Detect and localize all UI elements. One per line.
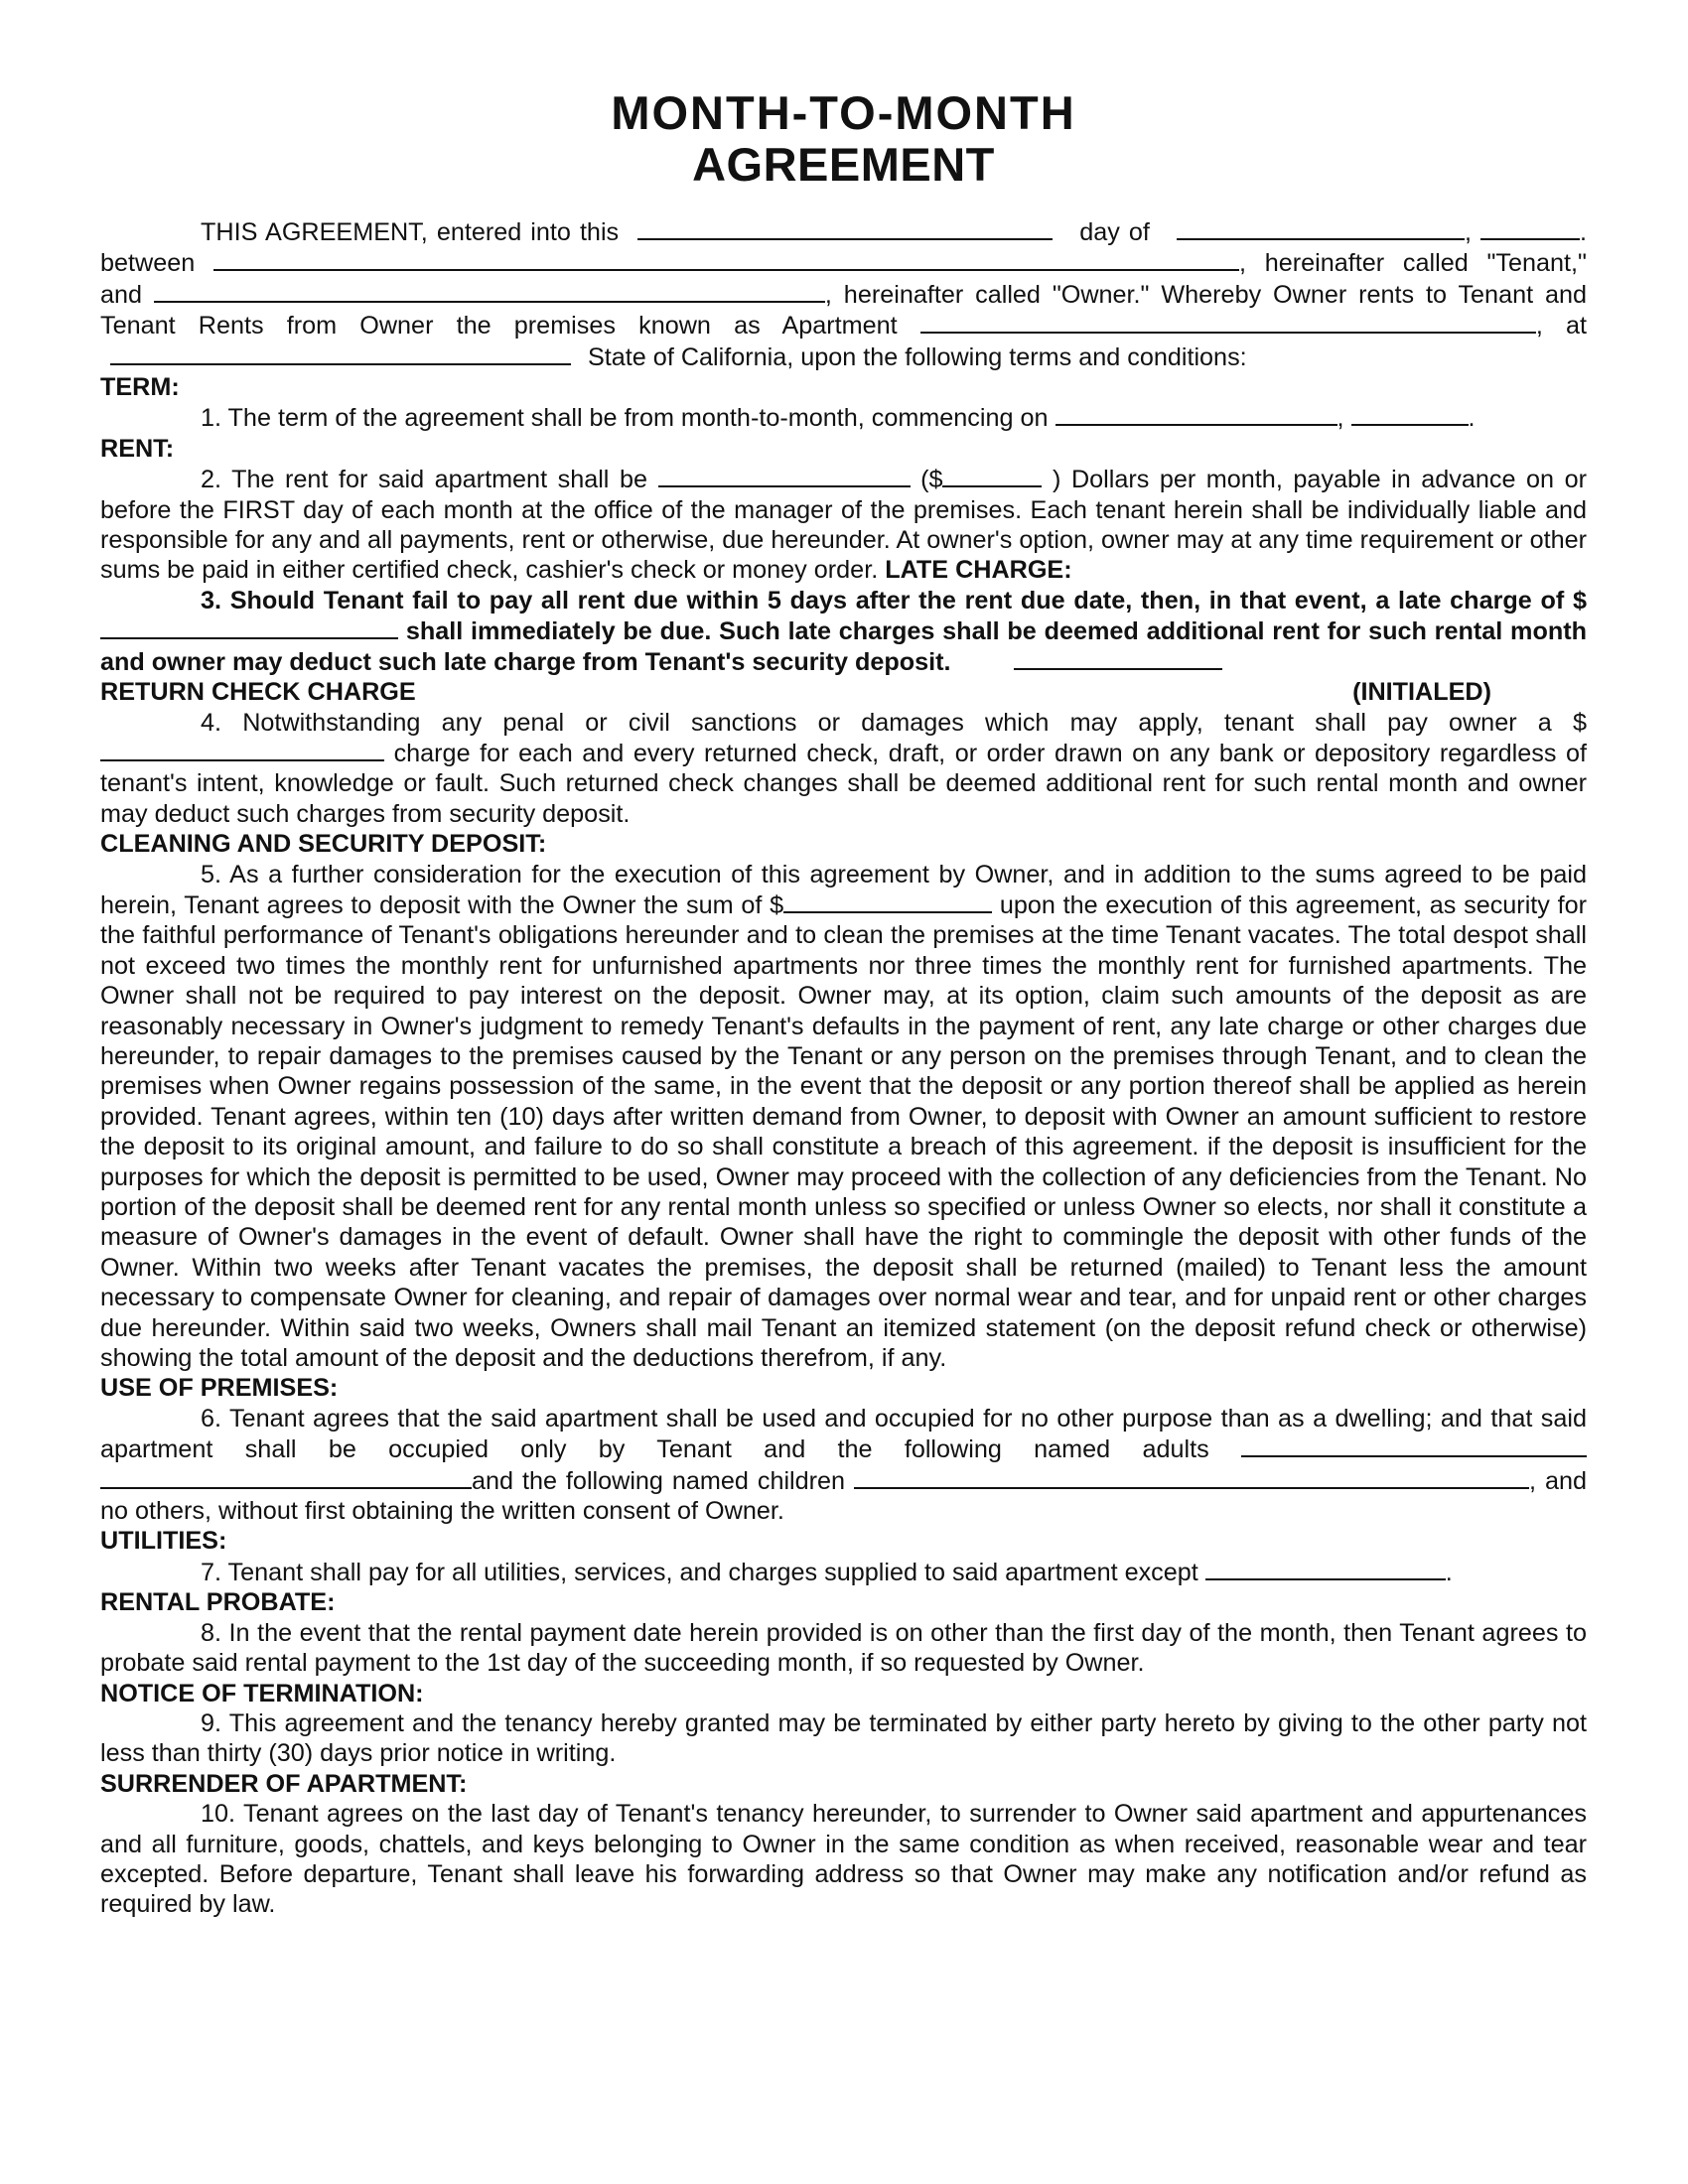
commencing-year-blank[interactable] <box>1351 402 1469 426</box>
termination-heading: NOTICE OF TERMINATION: <box>100 1679 424 1707</box>
intro-text-f: , at <box>1535 312 1588 341</box>
deposit-heading: CLEANING AND SECURITY DEPOSIT: <box>100 830 547 859</box>
intro-text-d: , hereinafter called "Tenant," and <box>100 249 1587 309</box>
use-text-c: , and no others, without first obtaining the written consent of Owner. <box>100 1466 1587 1526</box>
address-blank[interactable] <box>110 341 571 365</box>
month-blank[interactable] <box>1177 216 1465 240</box>
surrender-paragraph: 10. Tenant agrees on the last day of Tenant's tenancy hereunder, to surrender to Owner said apartment and appurtenances and all furniture, goods, chattels, and keys belonging to Owner in the same condition as when received, reasonable wear and tear excepted. Before departure, Tenant shall leave his forwarding address so that Owner may make any notification and/or refund as required by law. <box>100 1800 1587 1919</box>
late-charge-blank[interactable] <box>100 615 398 639</box>
return-check-text-a: 4. Notwithstanding any penal or civil sanctions or damages which may apply, tenant shall pay owner a $ <box>201 708 1587 737</box>
late-charge-heading: LATE CHARGE: <box>885 556 1072 585</box>
deposit-text-a: 5. As a further consideration for the execution of this agreement by Owner, and in addition to the sums agreed to be paid herein, Tenant agrees to deposit with the Owner the sum of $ <box>100 860 1587 919</box>
use-heading: USE OF PREMISES: <box>100 1374 339 1403</box>
deposit-paragraph <box>100 860 1587 1374</box>
commencing-date-blank[interactable] <box>1055 402 1337 426</box>
return-check-row <box>100 677 1587 707</box>
intro-text-g: State of California, upon the following terms and conditions: <box>588 342 1247 371</box>
title-line-1: MONTH-TO-MONTH <box>611 86 1076 139</box>
surrender-heading: SURRENDER OF APARTMENT: <box>100 1769 468 1798</box>
utilities-heading: UTILITIES: <box>100 1527 227 1556</box>
intro-paragraph: THIS AGREEMENT, entered into this day of , . between , hereinafter called "Tenant," and , hereinafter called "Owner." Whereby Owner rents to Tenant and Tenant Rents from Owner the premises known as Apartment , at State of California, upon the following terms and conditions: <box>100 218 1588 371</box>
rent-paragraph <box>100 464 1587 586</box>
intro-text-e: , hereinafter called "Owner." Whereby Owner rents to Tenant and Tenant Rents from Owner the premises known as Apartment <box>100 280 1587 341</box>
date-blank[interactable] <box>637 216 1053 240</box>
late-charge-text-a: 3. Should Tenant fail to pay all rent due within 5 days after the rent due date, then, in that event, a late charge of $ <box>201 586 1587 614</box>
deposit-amount-blank[interactable] <box>783 889 992 913</box>
initialed-label: (INITIALED) <box>1352 678 1491 707</box>
adults-blank-2[interactable] <box>100 1465 472 1489</box>
use-text-b: and the following named children <box>472 1466 846 1495</box>
late-charge-paragraph <box>100 586 1587 677</box>
children-blank[interactable] <box>854 1465 1529 1489</box>
initial-blank[interactable] <box>1014 648 1222 670</box>
return-check-paragraph <box>100 708 1587 830</box>
use-text-a: 6. Tenant agrees that the said apartment shall be used and occupied for no other purpose than as a dwelling; and that said apartment shall be occupied only by Tenant and the following named adults <box>100 1404 1587 1464</box>
rent-heading: RENT: <box>100 434 175 463</box>
tenant-name-blank[interactable] <box>213 247 1239 271</box>
use-paragraph <box>100 1404 1587 1527</box>
adults-blank[interactable] <box>1241 1433 1587 1457</box>
rent-words-blank[interactable] <box>658 464 911 487</box>
utilities-text: 7. Tenant shall pay for all utilities, services, and charges supplied to said apartment except <box>201 1558 1198 1586</box>
intro-text-b: day of <box>1079 218 1150 246</box>
termination-paragraph: 9. This agreement and the tenancy hereby granted may be terminated by either party hereto by giving to the other party not less than thirty (30) days prior notice in writing. <box>100 1708 1587 1768</box>
rent-text-c: ) Dollars per month, payable in advance on or before the FIRST day of each month at the office of the manager of the premises. Each tenant herein shall be individually liable and responsible for any and all payments, rent or otherwise, due hereunder. At owner's option, owner may at any time requirement or other sums be paid in either certified check, cashier's check or money order. <box>100 466 1587 585</box>
owner-name-blank[interactable] <box>154 279 825 303</box>
rent-text-b: ($ <box>920 466 943 494</box>
title-line-2: AGREEMENT <box>692 138 995 191</box>
rent-amount-blank[interactable] <box>942 464 1042 487</box>
probate-heading: RENTAL PROBATE: <box>100 1588 336 1617</box>
deposit-text-b: upon the execution of this agreement, as security for the faithful performance of Tenant's obligations hereunder and to clean the premises at the time Tenant vacates. The total despot shall not exceed two times the monthly rent for unfurnished apartments nor three times the monthly rent for furnished apartments. The Owner shall not be required to pay interest on the deposit. Owner may, at its option, claim such amounts of the deposit as are reasonably necessary in Owner's judgment to remedy Tenant's defaults in the payment of rent, any late charge or other charges due hereunder, to repair damages to the premises caused by the Tenant or any person on the premises through Tenant, and to clean the premises when Owner regains possession of the same, in the event that the deposit or any portion thereof shall be applied as herein provided. Tenant agrees, within ten (10) days after written demand from Owner, to deposit with Owner an amount sufficient to restore the deposit to its original amount, and failure to do so shall constitute a breach of this agreement. if the deposit is insufficient for the purposes for which the deposit is permitted to be used, Owner may proceed with the collection of any deficiencies from the Tenant. No portion of the deposit shall be deemed rent for any rental month unless so specified or unless Owner so elects, nor shall it constitute a measure of Owner's damages in the event of default. Owner shall have the right to commingle the deposit with other funds of the Owner. Within two weeks after Tenant vacates the premises, the deposit shall be returned (mailed) to Tenant less the amount necessary to compensate Owner for cleaning, and repair of damages over normal wear and tear, and for unpaid rent or other charges due hereunder. Within said two weeks, Owners shall mail Tenant an itemized statement (on the deposit refund check or otherwise) showing the total amount of the deposit and the deductions therefrom, if any. <box>100 890 1588 1373</box>
late-charge-text-b: shall immediately be due. Such late charges shall be deemed additional rent for such rental month and owner may deduct such late charge from Tenant's security deposit. <box>100 617 1587 676</box>
return-check-heading: RETURN CHECK CHARGE <box>100 678 416 707</box>
return-check-text-b: charge for each and every returned check, draft, or order drawn on any bank or depository regardless of tenant's intent, knowledge or fault. Such returned check changes shall be deemed additional rent for such rental month and owner may deduct such charges from security deposit. <box>100 739 1587 828</box>
utilities-except-blank[interactable] <box>1205 1557 1446 1580</box>
term-text: 1. The term of the agreement shall be from month-to-month, commencing on <box>201 404 1049 433</box>
utilities-paragraph: 7. Tenant shall pay for all utilities, services, and charges supplied to said apartment except . <box>201 1558 1453 1586</box>
intro-text-a: THIS AGREEMENT, entered into this <box>201 218 620 246</box>
term-paragraph: 1. The term of the agreement shall be from month-to-month, commencing on , . <box>201 404 1476 433</box>
apartment-blank[interactable] <box>920 310 1536 334</box>
year-blank[interactable] <box>1480 216 1580 240</box>
term-heading: TERM: <box>100 373 180 402</box>
rent-text-a: 2. The rent for said apartment shall be <box>201 466 647 494</box>
probate-paragraph: 8. In the event that the rental payment date herein provided is on other than the first day of the month, then Tenant agrees to probate said rental payment to the 1st day of the succeeding month, if so requested by Owner. <box>100 1618 1587 1678</box>
intro-text-c: . between <box>100 218 1587 278</box>
document-title <box>100 87 1587 191</box>
return-check-blank[interactable] <box>100 738 384 761</box>
